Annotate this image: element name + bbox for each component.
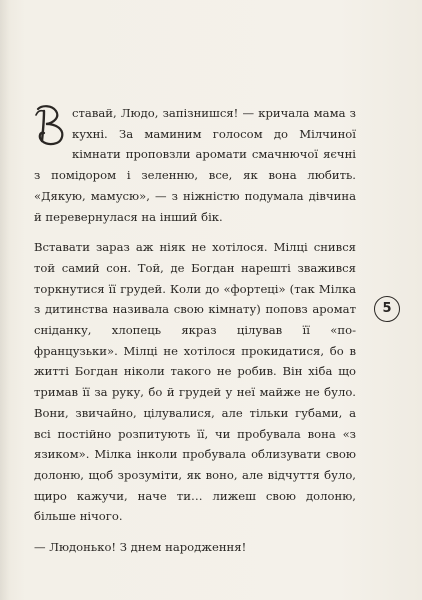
paragraph-1-text: ставай, Людо, запізнишся! — кричала мама з кухні. За маминим голосом до Мілчиної кімнати проповзли аромати смачнючої яєчні з помідором і зеленню, все, як вона любить. «Дякую, мамусю», — з ніжністю подумала дівчина й перевернулася на інший бік. (34, 106, 356, 224)
page-gutter-shadow (0, 0, 10, 600)
body-text (34, 103, 356, 558)
page-number: 5 (374, 296, 400, 322)
paragraph-1 (34, 103, 356, 227)
dropcap-ornament-icon (32, 103, 68, 147)
paragraph-2: Вставати зараз аж ніяк не хотілося. Мілці снився той самий сон. Той, де Богдан нарешті зважився торкнутися її грудей. Коли до «фортеці» (так Мілка з дитинства називала свою кімнату) поповз аромат сніданку, хлопець якраз цілував її «по-французьки». Мілці не хотілося прокидатися, бо в житті Богдан ніколи такого не робив. Він хіба що тримав її за руку, бо й грудей у неї майже не було. Вони, звичайно, цілувалися, але тільки губами, а всі постійно розпитують її, чи пробувала вона «з язиком». Мілка інколи пробувала облизувати свою долоню, щоб зрозуміти, як воно, але відчуття було, щиро кажучи, наче ти… лижеш свою долоню, більше нічого. (34, 240, 356, 524)
paragraph-3: — Людонько! З днем народження! (34, 540, 247, 555)
